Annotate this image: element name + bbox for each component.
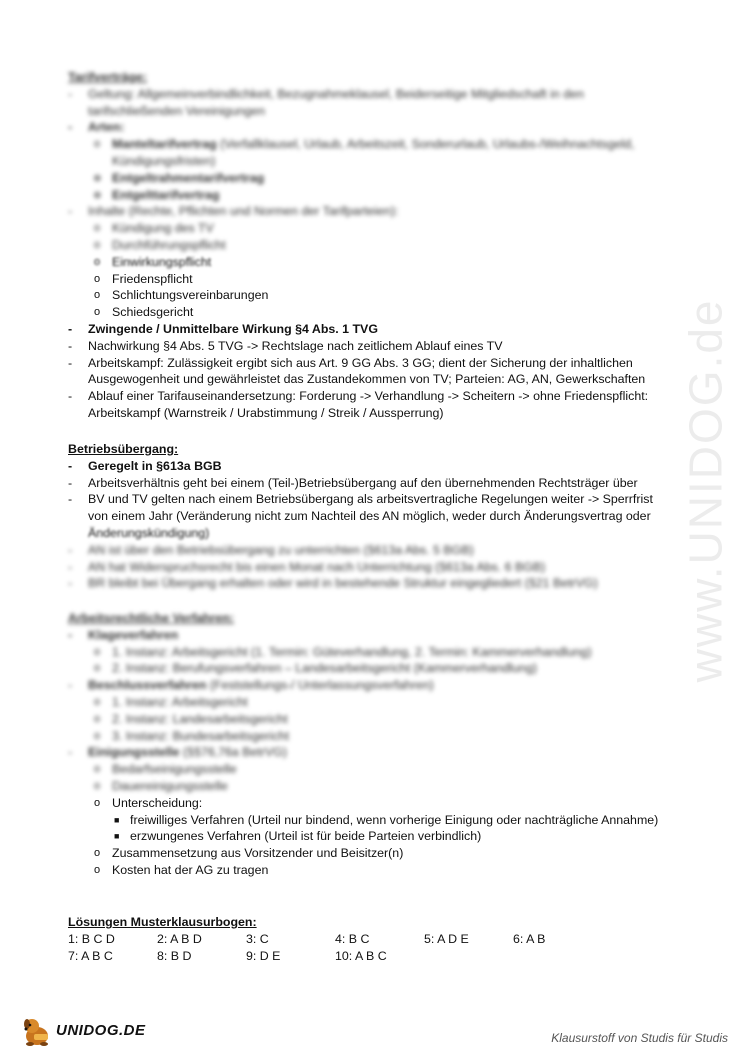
list-item-text: Kündigung des TV (112, 221, 214, 236)
sub-list-item: o 1. Instanz: Arbeitsgericht (1. Termin: Güteverhandlung, 2. Termin: Kammerverhandlung) (94, 644, 592, 659)
footer-logo (20, 1014, 146, 1048)
sub-list-item: o 2. Instanz: Landesarbeitsgericht (94, 711, 288, 726)
list-item-text: Inhalte (Rechte, Pflichten und Normen der Tarifparteien): (88, 204, 399, 219)
answer-cell: 1: B C D (68, 931, 115, 946)
list-item: - Klageverfahren (68, 627, 179, 642)
list-item-text: Ablauf einer Tarifauseinandersetzung: Forderung -> Verhandlung -> Scheitern -> ohne Friedenspflicht: (88, 389, 649, 404)
list-item-text: Kosten hat der AG zu tragen (112, 862, 269, 877)
list-item-text: Friedenspflicht (112, 271, 193, 286)
footer-tagline: Klausurstoff von Studis für Studis (551, 1031, 728, 1045)
section-tarifvertraege (68, 69, 688, 422)
list-item-text: BV und TV gelten nach einem Betriebsübergang als arbeitsvertragliche Regelungen weiter -> Sperrfrist (88, 492, 653, 507)
answer-cell: 4: B C (335, 931, 370, 946)
answer-cell: 9: D E (246, 948, 281, 963)
list-item-text: Entgelttarifvertrag (112, 187, 220, 202)
list-item: - Nachwirkung §4 Abs. 5 TVG -> Rechtslage nach zeitlichem Ablauf eines TV (68, 338, 503, 353)
section-heading: Lösungen Musterklausurbogen: (68, 915, 257, 929)
list-item-text: erzwungenes Verfahren (Urteil ist für beide Parteien verbindlich) (130, 829, 482, 844)
sub-list-item: o Entgeltrahmentarifvertrag (94, 170, 265, 185)
answer-cell: 7: A B C (68, 948, 113, 963)
list-item: - Arten: (68, 120, 125, 135)
list-item: - Zwingende / Unmittelbare Wirkung §4 Abs. 1 TVG (68, 321, 378, 336)
list-item: - Ablauf einer Tarifauseinandersetzung: Forderung -> Verhandlung -> Scheitern -> ohne Friedenspflicht: (68, 389, 649, 404)
list-item-text: AN ist über den Betriebsübergang zu unterrichten (§613a Abs. 5 BGB) (88, 542, 474, 557)
list-item-text: Bedarfseinigungsstelle (112, 762, 237, 777)
list-item-text: Einwirkungspflicht (112, 254, 212, 269)
answer-cell: 6: A B (513, 931, 546, 946)
list-item-text: 2. Instanz: Berufungsverfahren – Landesarbeitsgericht (Kammerverhandlung) (112, 661, 537, 676)
watermark (676, 250, 736, 730)
section-heading: Betriebsübergang: (68, 442, 179, 456)
sub-list-item: o 2. Instanz: Berufungsverfahren – Landesarbeitsgericht (Kammerverhandlung) (94, 661, 537, 676)
list-item: - BR bleibt bei Übergang erhalten oder wird in bestehende Struktur eingegliedert (§21 BetrVG) (68, 576, 598, 591)
sub-list-item: o Schlichtungsvereinbarungen (94, 288, 269, 303)
sub-list-item: o Einwirkungspflicht (94, 254, 212, 269)
sub-list-item: o Zusammensetzung aus Vorsitzender und Beisitzer(n) (94, 846, 404, 861)
sub-sub-list-item: ■ freiwilliges Verfahren (Urteil nur bindend, wenn vorherige Einigung oder nachträgliche Annahme) (114, 812, 659, 827)
section-loesungen (68, 914, 688, 964)
list-item-continuation: Arbeitskampf (Warnstreik / Urabstimmung / Streik / Aussperrung) (88, 405, 444, 420)
list-item: - Beschlussverfahren (Feststellungs-/ Unterlassungsverfahren) (68, 678, 434, 693)
list-item-text: (§§76,76a BetrVG) (179, 745, 288, 760)
list-item-text: Geltung: Allgemeinverbindlichkeit, Bezugnahmeklausel, Beiderseitige Mitgliedschaft in den (88, 86, 584, 101)
list-item-text: Unterscheidung: (112, 795, 203, 810)
sub-list-item: o Entgelttarifvertrag (94, 187, 220, 202)
sub-list-item: o Kosten hat der AG zu tragen (94, 862, 269, 877)
list-item: - Inhalte (Rechte, Pflichten und Normen der Tarifparteien): (68, 204, 399, 219)
sub-list-item: o Manteltarifvertrag (Verfallklausel, Urlaub, Arbeitszeit, Sonderurlaub, Urlaubs-/Weihnachtsgeld, (94, 137, 635, 152)
list-item-text: BR bleibt bei Übergang erhalten oder wird in bestehende Struktur eingegliedert (§21 BetrVG) (88, 576, 598, 591)
list-item-text: Entgeltrahmentarifvertrag (112, 170, 265, 185)
list-item-text: Klageverfahren (88, 627, 179, 642)
section-verfahren (68, 610, 688, 879)
list-item-continuation: Ausgewogenheit und gewährleistet das Zustandekommen von TV; Parteien: AG, AN, Gewerkschaften (88, 372, 646, 387)
list-item-text: Schiedsgericht (112, 305, 194, 320)
list-item-text: 2. Instanz: Landesarbeitsgericht (112, 711, 288, 726)
sub-list-item: o Schiedsgericht (94, 305, 194, 320)
list-item-text: (Feststellungs-/ Unterlassungsverfahren) (206, 678, 434, 693)
list-item-continuation: Änderungskündigung) (88, 525, 210, 540)
sub-list-item-continuation: Kündigungsfristen) (112, 153, 216, 168)
section-heading: Tarifverträge: (68, 70, 147, 84)
list-item-text: Geregelt in §613a BGB (88, 458, 222, 473)
answer-grid (68, 931, 688, 965)
section-betriebsuebergang (68, 441, 688, 592)
list-item-continuation: von einem Jahr (Veränderung nicht zum Nachteil des AN möglich, weder durch Änderungsvertrag oder (88, 509, 651, 524)
sub-list-item: o 3. Instanz: Bundesarbeitsgericht (94, 728, 290, 743)
list-item: - Arbeitsverhältnis geht bei einem (Teil-)Betriebsübergang auf den übernehmenden Rechtsträger über (68, 475, 638, 490)
sub-list-item: o Unterscheidung: (94, 795, 203, 810)
list-item-text: Zwingende / Unmittelbare Wirkung §4 Abs. 1 TVG (88, 321, 378, 336)
list-item-text: Durchführungspflicht (112, 237, 226, 252)
list-item-text: Manteltarifvertrag (112, 137, 217, 152)
list-item-text: (Verfallklausel, Urlaub, Arbeitszeit, Sonderurlaub, Urlaubs-/Weihnachtsgeld, (216, 137, 635, 152)
sub-list-item: o 1. Instanz: Arbeitsgericht (94, 694, 248, 709)
answer-cell: 10: A B C (335, 948, 387, 963)
sub-list-item: o Kündigung des TV (94, 221, 214, 236)
dog-mascot-icon (20, 1014, 54, 1048)
list-item-text: Arbeitsverhältnis geht bei einem (Teil-)Betriebsübergang auf den übernehmenden Rechtsträger über (88, 475, 638, 490)
list-item: - AN hat Widerspruchsrecht bis einen Monat nach Unterrichtung (§613a Abs. 6 BGB) (68, 559, 546, 574)
list-item-text: freiwilliges Verfahren (Urteil nur bindend, wenn vorherige Einigung oder nachträgliche Annahme) (130, 812, 659, 827)
list-item-text: Schlichtungsvereinbarungen (112, 288, 269, 303)
answer-cell: 8: B D (157, 948, 192, 963)
sub-list-item: o Durchführungspflicht (94, 237, 226, 252)
list-item-text: Zusammensetzung aus Vorsitzender und Beisitzer(n) (112, 846, 404, 861)
list-item-text: Einigungsstelle (88, 745, 180, 760)
list-item: - BV und TV gelten nach einem Betriebsübergang als arbeitsvertragliche Regelungen weiter -> Sperrfrist (68, 492, 653, 507)
sub-list-item: o Bedarfseinigungsstelle (94, 762, 237, 777)
list-item-text: Beschlussverfahren (88, 678, 207, 693)
answer-cell: 2: A B D (157, 931, 202, 946)
sub-list-item: o Friedenspflicht (94, 271, 193, 286)
list-item-text: Nachwirkung §4 Abs. 5 TVG -> Rechtslage nach zeitlichem Ablauf eines TV (88, 338, 503, 353)
list-item-text: Dauereinigungsstelle (112, 778, 228, 793)
list-item-continuation: tarifschließenden Vereinigungen (88, 103, 266, 118)
list-item: - AN ist über den Betriebsübergang zu unterrichten (§613a Abs. 5 BGB) (68, 542, 474, 557)
list-item-text: 3. Instanz: Bundesarbeitsgericht (112, 728, 290, 743)
list-item-text: 1. Instanz: Arbeitsgericht (1. Termin: Güteverhandlung, 2. Termin: Kammerverhandlung) (112, 644, 592, 659)
answer-cell: 3: C (246, 931, 269, 946)
list-item-text: Arbeitskampf: Zulässigkeit ergibt sich aus Art. 9 GG Abs. 3 GG; dient der Sicherung der inhaltlichen (88, 355, 633, 370)
sub-list-item: o Dauereinigungsstelle (94, 778, 228, 793)
list-item-text: AN hat Widerspruchsrecht bis einen Monat nach Unterrichtung (§613a Abs. 6 BGB) (88, 559, 546, 574)
answer-cell: 5: A D E (424, 931, 469, 946)
list-item: - Geregelt in §613a BGB (68, 458, 222, 473)
logo-wordmark: UNIDOG.DE (56, 1021, 146, 1039)
list-item: - Arbeitskampf: Zulässigkeit ergibt sich aus Art. 9 GG Abs. 3 GG; dient der Sicherung der inhaltlichen (68, 355, 633, 370)
list-item-text: Arten: (88, 120, 125, 135)
watermark-text: www.UNIDOG.de (679, 298, 732, 682)
sub-sub-list-item: ■ erzwungenes Verfahren (Urteil ist für beide Parteien verbindlich) (114, 829, 482, 844)
section-heading: Arbeitsrechtliche Verfahren: (68, 611, 234, 625)
list-item: - Einigungsstelle (§§76,76a BetrVG) (68, 745, 288, 760)
list-item: - Geltung: Allgemeinverbindlichkeit, Bezugnahmeklausel, Beiderseitige Mitgliedschaft in den (68, 86, 584, 101)
list-item-text: 1. Instanz: Arbeitsgericht (112, 694, 248, 709)
